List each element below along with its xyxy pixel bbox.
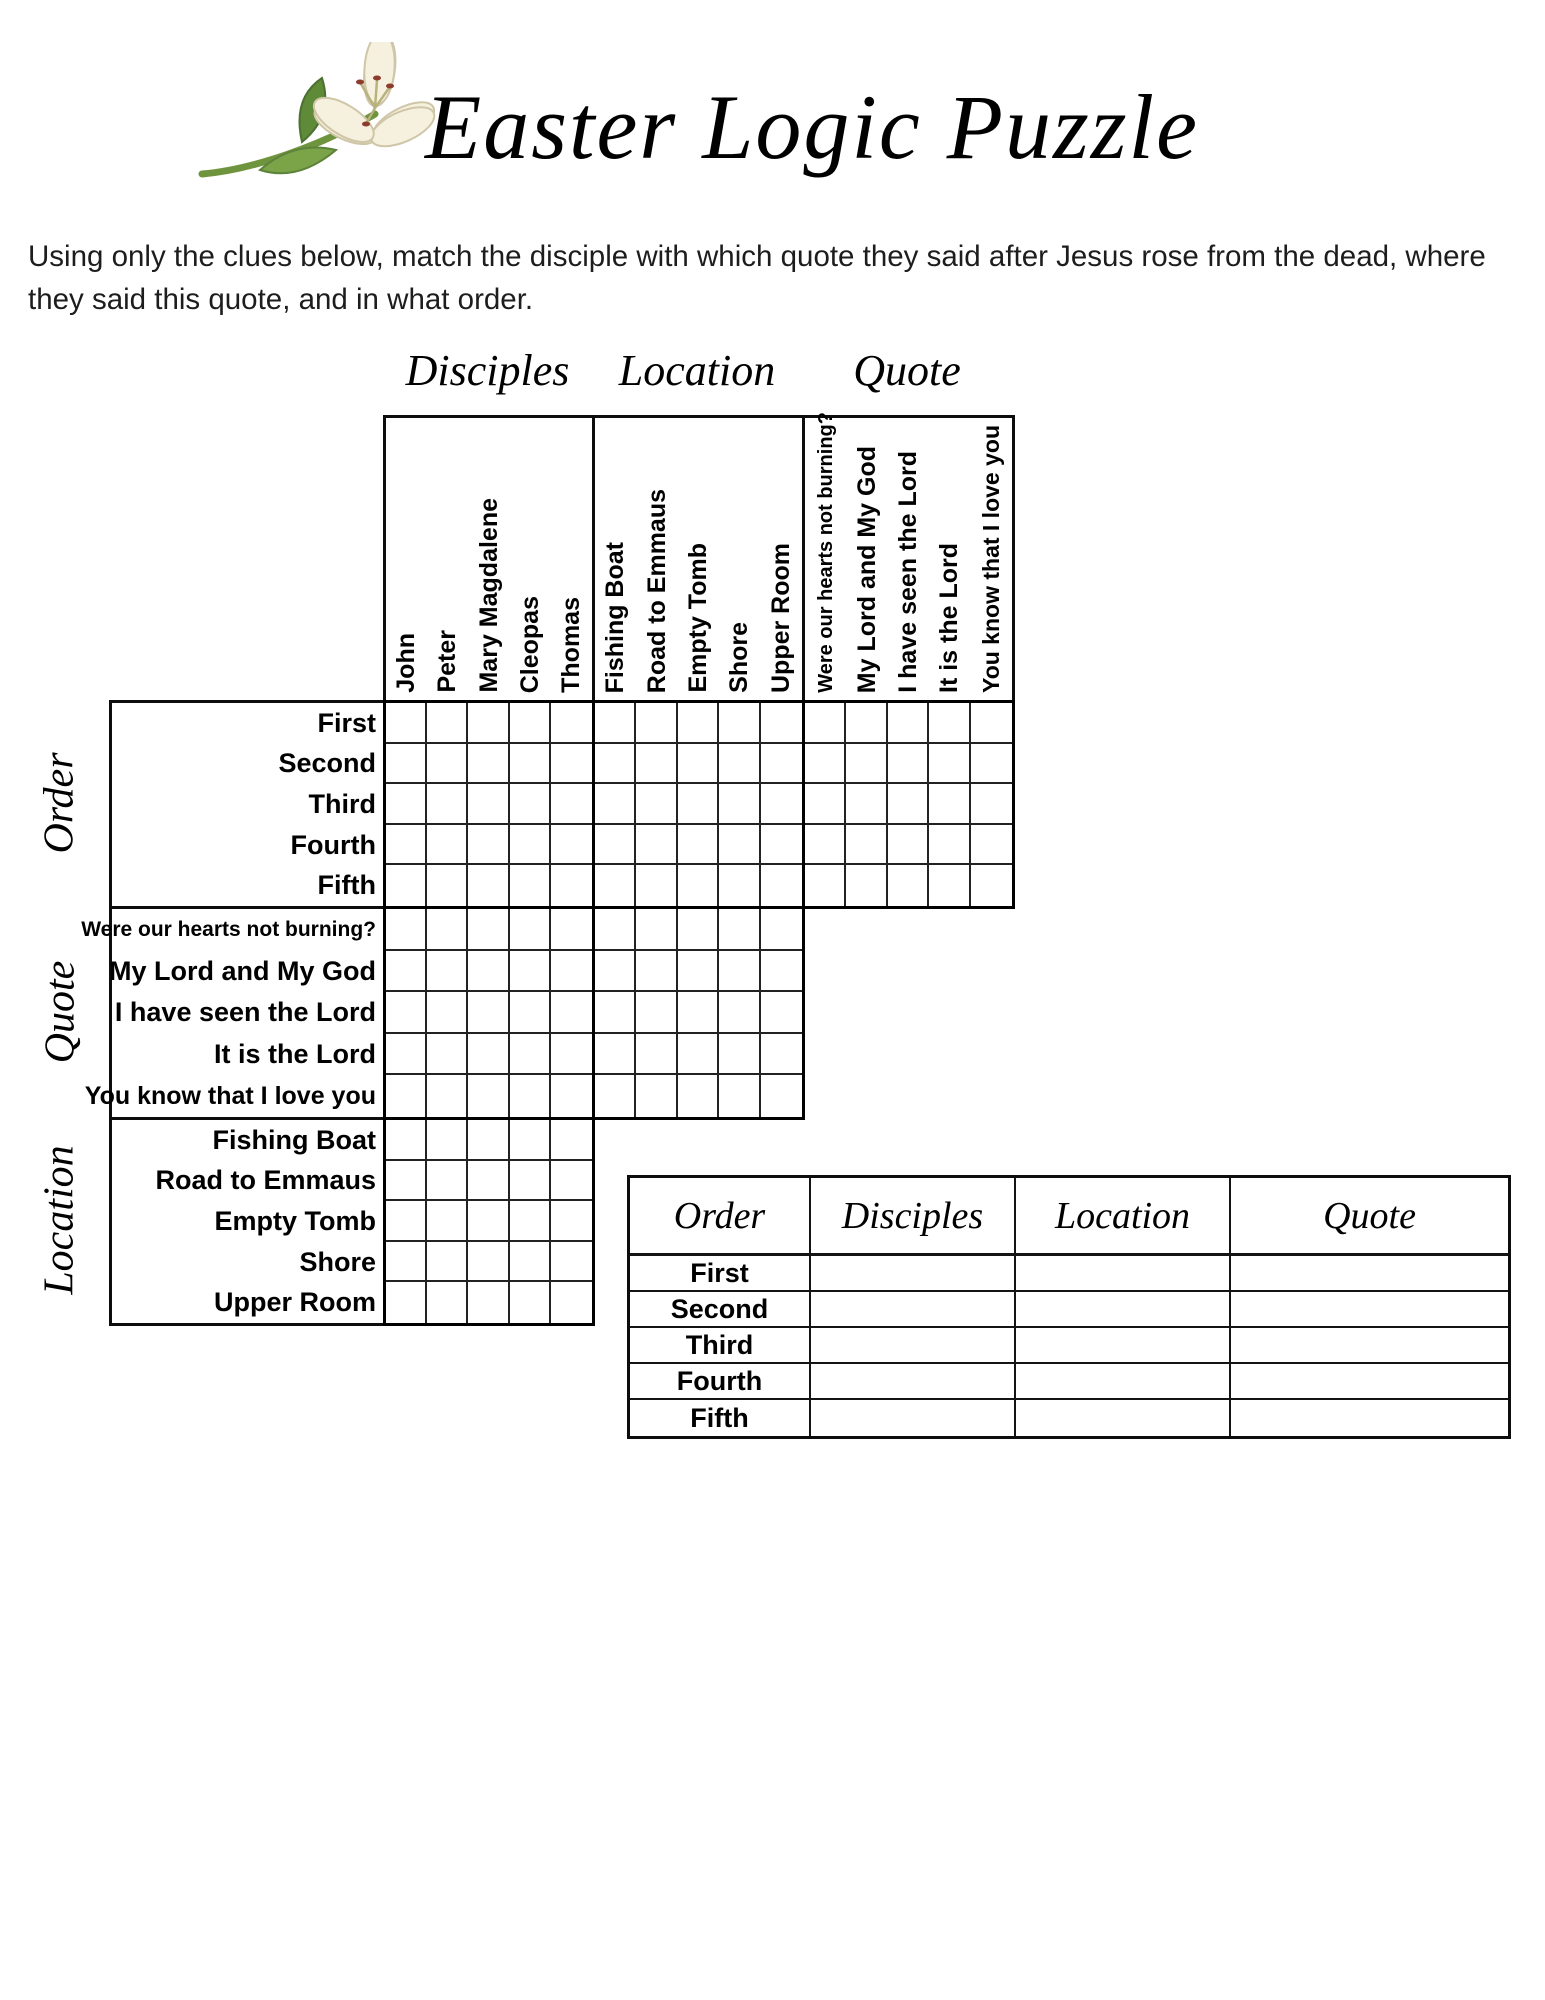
grid-cell-my-lord-and-my-god-shore[interactable] (719, 951, 760, 993)
grid-cell-were-our-hearts-not-burning-empty-tomb[interactable] (678, 909, 719, 951)
grid-cell-you-know-that-i-love-you-empty-tomb[interactable] (678, 1075, 719, 1117)
grid-cell-third-empty-tomb[interactable] (678, 784, 719, 825)
column-label-slot (636, 418, 677, 700)
column-label-it-is-the-lord: It is the Lord (935, 543, 964, 693)
grid-cell-fishing-boat-thomas[interactable] (551, 1120, 592, 1161)
grid-cell-fifth-my-lord-and-my-god[interactable] (846, 865, 887, 906)
column-header-group-disciples (383, 415, 595, 703)
row-label-empty-tomb: Empty Tomb (214, 1205, 376, 1236)
grid-cell-it-is-the-lord-peter[interactable] (427, 1034, 468, 1076)
grid-block-order-location (592, 700, 805, 909)
column-label-slot (678, 418, 719, 700)
grid-cell-fifth-it-is-the-lord[interactable] (929, 865, 970, 906)
row-group-label-location: Location (37, 1145, 83, 1295)
answer-cell-fifth-quote[interactable] (1231, 1400, 1508, 1436)
answer-cell-fifth-disciple[interactable] (811, 1400, 1016, 1436)
grid-cell-road-to-emmaus-peter[interactable] (427, 1161, 468, 1202)
grid-cell-were-our-hearts-not-burning-john[interactable] (386, 909, 427, 951)
grid-block-quote-disciples (383, 906, 595, 1120)
grid-cell-it-is-the-lord-john[interactable] (386, 1034, 427, 1076)
grid-cell-it-is-the-lord-shore[interactable] (719, 1034, 760, 1076)
answer-cell-first-disciple[interactable] (811, 1256, 1016, 1292)
column-label-slot (386, 418, 427, 700)
column-label-upper-room: Upper Room (766, 543, 795, 693)
answer-cell-first-quote[interactable] (1231, 1256, 1508, 1292)
column-label-slot (761, 418, 802, 700)
grid-cell-shore-john[interactable] (386, 1242, 427, 1283)
column-label-road-to-emmaus: Road to Emmaus (642, 488, 671, 693)
grid-cell-fourth-you-know-that-i-love-you[interactable] (971, 825, 1012, 866)
answer-cell-third-location[interactable] (1016, 1328, 1231, 1364)
grid-cell-fourth-empty-tomb[interactable] (678, 825, 719, 866)
grid-cell-fifth-john[interactable] (386, 865, 427, 906)
grid-cell-shore-mary-magdalene[interactable] (468, 1242, 509, 1283)
answer-cell-fourth-location[interactable] (1016, 1364, 1231, 1400)
column-label-empty-tomb: Empty Tomb (684, 543, 713, 693)
grid-cell-fourth-peter[interactable] (427, 825, 468, 866)
row-label-fishing-boat: Fishing Boat (212, 1124, 376, 1155)
grid-cell-it-is-the-lord-road-to-emmaus[interactable] (636, 1034, 677, 1076)
column-label-fishing-boat: Fishing Boat (601, 541, 630, 693)
answer-cell-fifth-location[interactable] (1016, 1400, 1231, 1436)
row-label-fourth: Fourth (290, 829, 376, 860)
grid-cell-empty-tomb-thomas[interactable] (551, 1201, 592, 1242)
grid-block-order-quote (802, 700, 1015, 909)
grid-cell-were-our-hearts-not-burning-peter[interactable] (427, 909, 468, 951)
grid-cell-second-you-know-that-i-love-you[interactable] (971, 744, 1012, 785)
grid-cell-fourth-upper-room[interactable] (761, 825, 802, 866)
grid-cell-second-road-to-emmaus[interactable] (636, 744, 677, 785)
grid-cell-fourth-thomas[interactable] (551, 825, 592, 866)
grid-cell-third-my-lord-and-my-god[interactable] (846, 784, 887, 825)
grid-cell-second-i-have-seen-the-lord[interactable] (888, 744, 929, 785)
column-label-slot (888, 418, 929, 700)
grid-cell-were-our-hearts-not-burning-mary-magdalene[interactable] (468, 909, 509, 951)
grid-cell-third-were-our-hearts-not-burning[interactable] (805, 784, 846, 825)
grid-cell-fishing-boat-mary-magdalene[interactable] (468, 1120, 509, 1161)
grid-cell-you-know-that-i-love-you-john[interactable] (386, 1075, 427, 1117)
row-label-road-to-emmaus: Road to Emmaus (155, 1165, 376, 1196)
answer-cell-second-location[interactable] (1016, 1292, 1231, 1328)
grid-cell-second-thomas[interactable] (551, 744, 592, 785)
grid-cell-second-my-lord-and-my-god[interactable] (846, 744, 887, 785)
answer-row-label-fourth: Fourth (630, 1364, 811, 1400)
grid-cell-fourth-cleopas[interactable] (510, 825, 551, 866)
row-label-upper-room: Upper Room (214, 1287, 376, 1318)
answer-table (627, 1175, 1511, 1439)
grid-cell-first-you-know-that-i-love-you[interactable] (971, 703, 1012, 744)
grid-cell-my-lord-and-my-god-fishing-boat[interactable] (595, 951, 636, 993)
grid-cell-second-peter[interactable] (427, 744, 468, 785)
grid-cell-first-my-lord-and-my-god[interactable] (846, 703, 887, 744)
grid-cell-first-john[interactable] (386, 703, 427, 744)
grid-cell-fifth-shore[interactable] (719, 865, 760, 906)
grid-cell-you-know-that-i-love-you-shore[interactable] (719, 1075, 760, 1117)
answer-row-label-first: First (630, 1256, 811, 1292)
answer-header-quote: Quote (1231, 1178, 1508, 1256)
grid-cell-i-have-seen-the-lord-peter[interactable] (427, 992, 468, 1034)
grid-cell-my-lord-and-my-god-peter[interactable] (427, 951, 468, 993)
grid-cell-my-lord-and-my-god-upper-room[interactable] (761, 951, 802, 993)
grid-cell-upper-room-peter[interactable] (427, 1282, 468, 1323)
answer-cell-second-quote[interactable] (1231, 1292, 1508, 1328)
column-group-label-location: Location (618, 346, 776, 395)
grid-cell-first-it-is-the-lord[interactable] (929, 703, 970, 744)
grid-cell-third-you-know-that-i-love-you[interactable] (971, 784, 1012, 825)
grid-block-order-disciples (383, 700, 595, 909)
grid-cell-my-lord-and-my-god-mary-magdalene[interactable] (468, 951, 509, 993)
answer-cell-fourth-disciple[interactable] (811, 1364, 1016, 1400)
grid-block-quote-location (592, 906, 805, 1120)
grid-cell-it-is-the-lord-upper-room[interactable] (761, 1034, 802, 1076)
grid-cell-third-shore[interactable] (719, 784, 760, 825)
answer-cell-fourth-quote[interactable] (1231, 1364, 1508, 1400)
grid-cell-third-fishing-boat[interactable] (595, 784, 636, 825)
grid-cell-fourth-road-to-emmaus[interactable] (636, 825, 677, 866)
grid-block-location-disciples (383, 1117, 595, 1326)
answer-cell-third-disciple[interactable] (811, 1328, 1016, 1364)
column-label-slot (929, 418, 970, 700)
grid-cell-were-our-hearts-not-burning-fishing-boat[interactable] (595, 909, 636, 951)
column-label-john: John (392, 633, 421, 693)
grid-cell-fifth-you-know-that-i-love-you[interactable] (971, 865, 1012, 906)
grid-cell-i-have-seen-the-lord-upper-room[interactable] (761, 992, 802, 1034)
grid-cell-fifth-empty-tomb[interactable] (678, 865, 719, 906)
grid-cell-upper-room-thomas[interactable] (551, 1282, 592, 1323)
grid-cell-third-cleopas[interactable] (510, 784, 551, 825)
grid-cell-first-shore[interactable] (719, 703, 760, 744)
grid-cell-fourth-john[interactable] (386, 825, 427, 866)
grid-cell-shore-thomas[interactable] (551, 1242, 592, 1283)
row-label-my-lord-and-my-god: My Lord and My God (109, 955, 376, 986)
grid-cell-i-have-seen-the-lord-thomas[interactable] (551, 992, 592, 1034)
grid-cell-third-upper-room[interactable] (761, 784, 802, 825)
grid-cell-it-is-the-lord-cleopas[interactable] (510, 1034, 551, 1076)
column-label-you-know-that-i-love-you: You know that I love you (977, 425, 1004, 693)
grid-cell-fifth-mary-magdalene[interactable] (468, 865, 509, 906)
row-label-i-have-seen-the-lord: I have seen the Lord (114, 997, 376, 1028)
grid-cell-it-is-the-lord-thomas[interactable] (551, 1034, 592, 1076)
grid-cell-my-lord-and-my-god-john[interactable] (386, 951, 427, 993)
grid-cell-fifth-were-our-hearts-not-burning[interactable] (805, 865, 846, 906)
grid-cell-second-empty-tomb[interactable] (678, 744, 719, 785)
column-header-group-quote (802, 412, 1015, 703)
column-label-slot (510, 418, 551, 700)
column-group-label-disciples: Disciples (405, 346, 570, 395)
grid-cell-second-mary-magdalene[interactable] (468, 744, 509, 785)
answer-header-location: Location (1016, 1178, 1231, 1256)
column-header-group-location (592, 415, 805, 703)
grid-cell-you-know-that-i-love-you-thomas[interactable] (551, 1075, 592, 1117)
grid-cell-third-john[interactable] (386, 784, 427, 825)
answer-row-label-fifth: Fifth (630, 1400, 811, 1436)
answer-header-order: Order (630, 1178, 811, 1256)
grid-cell-first-peter[interactable] (427, 703, 468, 744)
row-label-you-know-that-i-love-you: You know that I love you (84, 1081, 376, 1110)
grid-cell-fourth-it-is-the-lord[interactable] (929, 825, 970, 866)
grid-cell-my-lord-and-my-god-road-to-emmaus[interactable] (636, 951, 677, 993)
grid-cell-were-our-hearts-not-burning-road-to-emmaus[interactable] (636, 909, 677, 951)
answer-row-label-third: Third (630, 1328, 811, 1364)
row-header-group-quote (81, 906, 386, 1120)
answer-row-label-second: Second (630, 1292, 811, 1328)
grid-cell-fifth-road-to-emmaus[interactable] (636, 865, 677, 906)
column-group-label-quote: Quote (853, 346, 961, 395)
grid-cell-it-is-the-lord-fishing-boat[interactable] (595, 1034, 636, 1076)
grid-cell-first-were-our-hearts-not-burning[interactable] (805, 703, 846, 744)
grid-cell-fifth-i-have-seen-the-lord[interactable] (888, 865, 929, 906)
column-label-i-have-seen-the-lord: I have seen the Lord (894, 451, 923, 693)
answer-cell-third-quote[interactable] (1231, 1328, 1508, 1364)
row-label-were-our-hearts-not-burning: Were our hearts not burning? (81, 917, 376, 941)
grid-cell-second-upper-room[interactable] (761, 744, 802, 785)
grid-cell-third-i-have-seen-the-lord[interactable] (888, 784, 929, 825)
grid-cell-empty-tomb-john[interactable] (386, 1201, 427, 1242)
grid-cell-third-road-to-emmaus[interactable] (636, 784, 677, 825)
column-label-slot (551, 418, 592, 700)
grid-cell-first-mary-magdalene[interactable] (468, 703, 509, 744)
column-label-slot (719, 418, 760, 700)
grid-cell-i-have-seen-the-lord-john[interactable] (386, 992, 427, 1034)
grid-cell-my-lord-and-my-god-cleopas[interactable] (510, 951, 551, 993)
grid-cell-upper-room-john[interactable] (386, 1282, 427, 1323)
grid-cell-second-were-our-hearts-not-burning[interactable] (805, 744, 846, 785)
grid-cell-shore-peter[interactable] (427, 1242, 468, 1283)
column-label-slot (427, 418, 468, 700)
column-label-peter: Peter (433, 630, 462, 693)
grid-cell-i-have-seen-the-lord-fishing-boat[interactable] (595, 992, 636, 1034)
column-label-were-our-hearts-not-burning: Were our hearts not burning? (814, 412, 837, 693)
column-label-mary-magdalene: Mary Magdalene (474, 498, 503, 693)
row-label-first: First (317, 707, 376, 738)
row-group-label-wrap-order (18, 700, 102, 906)
grid-cell-my-lord-and-my-god-thomas[interactable] (551, 951, 592, 993)
grid-cell-were-our-hearts-not-burning-upper-room[interactable] (761, 909, 802, 951)
grid-cell-were-our-hearts-not-burning-thomas[interactable] (551, 909, 592, 951)
grid-cell-fourth-shore[interactable] (719, 825, 760, 866)
grid-cell-third-mary-magdalene[interactable] (468, 784, 509, 825)
grid-cell-fourth-fishing-boat[interactable] (595, 825, 636, 866)
grid-cell-shore-cleopas[interactable] (510, 1242, 551, 1283)
grid-cell-third-it-is-the-lord[interactable] (929, 784, 970, 825)
grid-cell-fishing-boat-cleopas[interactable] (510, 1120, 551, 1161)
grid-cell-fourth-were-our-hearts-not-burning[interactable] (805, 825, 846, 866)
row-group-label-order: Order (37, 752, 84, 854)
column-label-shore: Shore (725, 622, 754, 693)
grid-cell-you-know-that-i-love-you-mary-magdalene[interactable] (468, 1075, 509, 1117)
column-label-my-lord-and-my-god: My Lord and My God (852, 445, 881, 693)
grid-cell-i-have-seen-the-lord-shore[interactable] (719, 992, 760, 1034)
answer-cell-second-disciple[interactable] (811, 1292, 1016, 1328)
grid-cell-first-fishing-boat[interactable] (595, 703, 636, 744)
grid-cell-road-to-emmaus-cleopas[interactable] (510, 1161, 551, 1202)
grid-cell-upper-room-mary-magdalene[interactable] (468, 1282, 509, 1323)
grid-cell-fourth-i-have-seen-the-lord[interactable] (888, 825, 929, 866)
grid-cell-you-know-that-i-love-you-upper-room[interactable] (761, 1075, 802, 1117)
row-label-second: Second (278, 748, 376, 779)
grid-cell-first-thomas[interactable] (551, 703, 592, 744)
grid-cell-fishing-boat-john[interactable] (386, 1120, 427, 1161)
grid-cell-fourth-mary-magdalene[interactable] (468, 825, 509, 866)
grid-cell-upper-room-cleopas[interactable] (510, 1282, 551, 1323)
grid-cell-empty-tomb-cleopas[interactable] (510, 1201, 551, 1242)
grid-cell-i-have-seen-the-lord-empty-tomb[interactable] (678, 992, 719, 1034)
row-label-it-is-the-lord: It is the Lord (214, 1039, 376, 1070)
grid-cell-i-have-seen-the-lord-road-to-emmaus[interactable] (636, 992, 677, 1034)
row-label-shore: Shore (299, 1246, 376, 1277)
grid-cell-first-cleopas[interactable] (510, 703, 551, 744)
row-group-label-wrap-location (18, 1117, 102, 1323)
grid-cell-second-fishing-boat[interactable] (595, 744, 636, 785)
grid-cell-fifth-upper-room[interactable] (761, 865, 802, 906)
grid-cell-were-our-hearts-not-burning-shore[interactable] (719, 909, 760, 951)
grid-cell-were-our-hearts-not-burning-cleopas[interactable] (510, 909, 551, 951)
row-label-fifth: Fifth (317, 870, 376, 901)
row-group-label-quote: Quote (37, 960, 83, 1063)
grid-cell-first-empty-tomb[interactable] (678, 703, 719, 744)
row-label-third: Third (308, 788, 376, 819)
grid-cell-fifth-thomas[interactable] (551, 865, 592, 906)
instructions: Using only the clues below, match the disciple with which quote they said after Jesus rose from the dead, where they said this quote, and in what order. (28, 240, 1486, 316)
column-label-thomas: Thomas (556, 597, 585, 693)
column-label-slot (846, 418, 887, 700)
grid-cell-i-have-seen-the-lord-cleopas[interactable] (510, 992, 551, 1034)
grid-cell-fourth-my-lord-and-my-god[interactable] (846, 825, 887, 866)
grid-cell-first-i-have-seen-the-lord[interactable] (888, 703, 929, 744)
grid-cell-fifth-peter[interactable] (427, 865, 468, 906)
grid-cell-road-to-emmaus-john[interactable] (386, 1161, 427, 1202)
grid-cell-you-know-that-i-love-you-cleopas[interactable] (510, 1075, 551, 1117)
grid-cell-first-road-to-emmaus[interactable] (636, 703, 677, 744)
grid-cell-second-it-is-the-lord[interactable] (929, 744, 970, 785)
answer-header-disciples: Disciples (811, 1178, 1016, 1256)
grid-cell-you-know-that-i-love-you-road-to-emmaus[interactable] (636, 1075, 677, 1117)
grid-cell-i-have-seen-the-lord-mary-magdalene[interactable] (468, 992, 509, 1034)
column-label-slot (971, 418, 1012, 700)
grid-cell-fifth-fishing-boat[interactable] (595, 865, 636, 906)
grid-cell-my-lord-and-my-god-empty-tomb[interactable] (678, 951, 719, 993)
grid-cell-third-thomas[interactable] (551, 784, 592, 825)
column-label-cleopas: Cleopas (515, 595, 544, 693)
grid-cell-you-know-that-i-love-you-fishing-boat[interactable] (595, 1075, 636, 1117)
grid-cell-road-to-emmaus-mary-magdalene[interactable] (468, 1161, 509, 1202)
grid-cell-road-to-emmaus-thomas[interactable] (551, 1161, 592, 1202)
grid-cell-it-is-the-lord-empty-tomb[interactable] (678, 1034, 719, 1076)
grid-cell-second-cleopas[interactable] (510, 744, 551, 785)
grid-cell-second-john[interactable] (386, 744, 427, 785)
grid-cell-first-upper-room[interactable] (761, 703, 802, 744)
grid-cell-it-is-the-lord-mary-magdalene[interactable] (468, 1034, 509, 1076)
grid-cell-empty-tomb-mary-magdalene[interactable] (468, 1201, 509, 1242)
grid-cell-fifth-cleopas[interactable] (510, 865, 551, 906)
grid-cell-third-peter[interactable] (427, 784, 468, 825)
page-title: Easter Logic Puzzle (425, 76, 1199, 178)
row-header-group-order (109, 700, 386, 909)
grid-cell-fishing-boat-peter[interactable] (427, 1120, 468, 1161)
column-label-slot (805, 412, 846, 700)
grid-cell-second-shore[interactable] (719, 744, 760, 785)
row-header-group-location (109, 1117, 386, 1326)
answer-cell-first-location[interactable] (1016, 1256, 1231, 1292)
easter-lily-icon (190, 42, 440, 197)
grid-cell-you-know-that-i-love-you-peter[interactable] (427, 1075, 468, 1117)
grid-cell-empty-tomb-peter[interactable] (427, 1201, 468, 1242)
column-label-slot (468, 418, 509, 700)
column-label-slot (595, 418, 636, 700)
